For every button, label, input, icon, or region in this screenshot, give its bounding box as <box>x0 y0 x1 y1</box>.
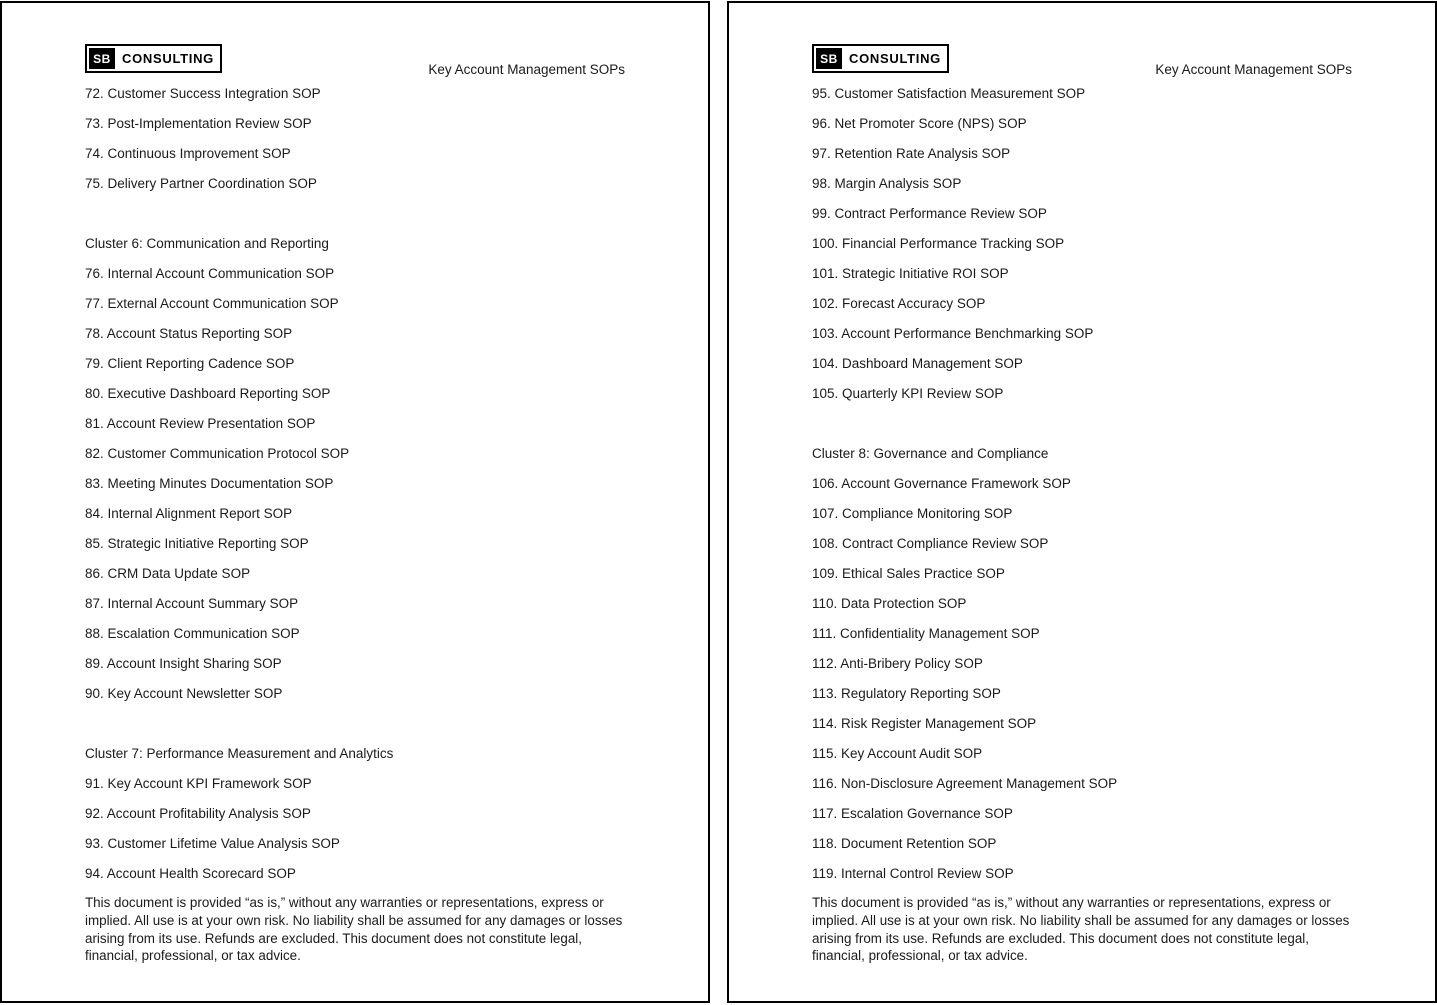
sop-list-item: 101. Strategic Initiative ROI SOP <box>812 266 1009 281</box>
sop-list-item: 119. Internal Control Review SOP <box>812 866 1014 881</box>
sop-list-item: 102. Forecast Accuracy SOP <box>812 296 986 311</box>
disclaimer-text: This document is provided “as is,” without any warranties or representations, express or implied. All use is at your own risk. No liability shall be assumed for any damages or losses arising from its use. Refunds are excluded. This document does not constitute legal, financial, professional, or tax advice. <box>812 895 1350 964</box>
logo-name-text: CONSULTING <box>849 51 941 66</box>
sop-item-group <box>812 79 1352 409</box>
sb-consulting-logo <box>85 44 222 73</box>
header-title: Key Account Management SOPs <box>428 62 625 77</box>
sop-list-item: 104. Dashboard Management SOP <box>812 356 1023 371</box>
sb-logo-badge-icon: SB <box>89 48 115 69</box>
sop-list-item: 84. Internal Alignment Report SOP <box>85 506 293 521</box>
sop-list-item: 72. Customer Success Integration SOP <box>85 86 321 101</box>
sb-consulting-logo <box>812 44 949 73</box>
sop-list-item: 116. Non-Disclosure Agreement Management SOP <box>812 776 1118 791</box>
page-header <box>85 44 625 77</box>
sop-list-item: 80. Executive Dashboard Reporting SOP <box>85 386 331 401</box>
sop-list-item: 73. Post-Implementation Review SOP <box>85 116 312 131</box>
sb-logo-badge-icon: SB <box>816 48 842 69</box>
sop-list-item: 90. Key Account Newsletter SOP <box>85 686 283 701</box>
sop-list-item: 81. Account Review Presentation SOP <box>85 416 316 431</box>
sop-list-item: 107. Compliance Monitoring SOP <box>812 506 1013 521</box>
sop-list-item: 75. Delivery Partner Coordination SOP <box>85 176 317 191</box>
cluster-heading: Cluster 8: Governance and Compliance <box>812 446 1049 461</box>
sop-list-item: 113. Regulatory Reporting SOP <box>812 686 1001 701</box>
sop-list-item: 95. Customer Satisfaction Measurement SOP <box>812 86 1086 101</box>
sop-list-item: 74. Continuous Improvement SOP <box>85 146 291 161</box>
sop-list-item: 108. Contract Compliance Review SOP <box>812 536 1049 551</box>
sop-item-group <box>85 769 625 889</box>
sop-list-item: 100. Financial Performance Tracking SOP <box>812 236 1065 251</box>
sop-list-item: 88. Escalation Communication SOP <box>85 626 300 641</box>
sop-list-item: 103. Account Performance Benchmarking SOP <box>812 326 1094 341</box>
sop-list <box>85 79 625 889</box>
sop-list-item: 106. Account Governance Framework SOP <box>812 476 1071 491</box>
cluster-heading: Cluster 7: Performance Measurement and Analytics <box>85 746 394 761</box>
section-spacer <box>85 199 625 229</box>
header-title: Key Account Management SOPs <box>1155 62 1352 77</box>
section-spacer <box>85 709 625 739</box>
logo-name-text: CONSULTING <box>122 51 214 66</box>
sop-list-item: 86. CRM Data Update SOP <box>85 566 251 581</box>
sop-list-item: 98. Margin Analysis SOP <box>812 176 962 191</box>
sop-list-item: 85. Strategic Initiative Reporting SOP <box>85 536 309 551</box>
sop-list-item: 110. Data Protection SOP <box>812 596 967 611</box>
sop-list-item: 87. Internal Account Summary SOP <box>85 596 299 611</box>
cluster-heading: Cluster 6: Communication and Reporting <box>85 236 329 251</box>
sop-list-item: 97. Retention Rate Analysis SOP <box>812 146 1011 161</box>
sop-list-item: 117. Escalation Governance SOP <box>812 806 1013 821</box>
document-page-left <box>0 1 710 1003</box>
disclaimer-text: This document is provided “as is,” without any warranties or representations, express or implied. All use is at your own risk. No liability shall be assumed for any damages or losses arising from its use. Refunds are excluded. This document does not constitute legal, financial, professional, or tax advice. <box>85 895 623 964</box>
sop-list-item: 83. Meeting Minutes Documentation SOP <box>85 476 334 491</box>
sop-list-item: 115. Key Account Audit SOP <box>812 746 983 761</box>
section-spacer <box>812 409 1352 439</box>
sop-list-item: 78. Account Status Reporting SOP <box>85 326 293 341</box>
sop-list-item: 105. Quarterly KPI Review SOP <box>812 386 1004 401</box>
sop-list-item: 92. Account Profitability Analysis SOP <box>85 806 311 821</box>
page-header <box>812 44 1352 77</box>
sop-list-item: 89. Account Insight Sharing SOP <box>85 656 282 671</box>
sop-item-group <box>812 469 1352 889</box>
sop-list <box>812 79 1352 889</box>
sop-list-item: 79. Client Reporting Cadence SOP <box>85 356 295 371</box>
sop-list-item: 93. Customer Lifetime Value Analysis SOP <box>85 836 340 851</box>
sop-list-item: 91. Key Account KPI Framework SOP <box>85 776 312 791</box>
sop-list-item: 112. Anti-Bribery Policy SOP <box>812 656 983 671</box>
sop-list-item: 111. Confidentiality Management SOP <box>812 626 1040 641</box>
sop-list-item: 99. Contract Performance Review SOP <box>812 206 1047 221</box>
sop-list-item: 94. Account Health Scorecard SOP <box>85 866 296 881</box>
sop-list-item: 77. External Account Communication SOP <box>85 296 339 311</box>
sop-list-item: 118. Document Retention SOP <box>812 836 997 851</box>
sop-item-group <box>85 79 625 199</box>
sop-list-item: 114. Risk Register Management SOP <box>812 716 1037 731</box>
sop-list-item: 96. Net Promoter Score (NPS) SOP <box>812 116 1027 131</box>
sop-item-group <box>85 259 625 709</box>
sop-list-item: 82. Customer Communication Protocol SOP <box>85 446 350 461</box>
document-page-right <box>727 1 1437 1003</box>
sop-list-item: 76. Internal Account Communication SOP <box>85 266 335 281</box>
sop-list-item: 109. Ethical Sales Practice SOP <box>812 566 1005 581</box>
